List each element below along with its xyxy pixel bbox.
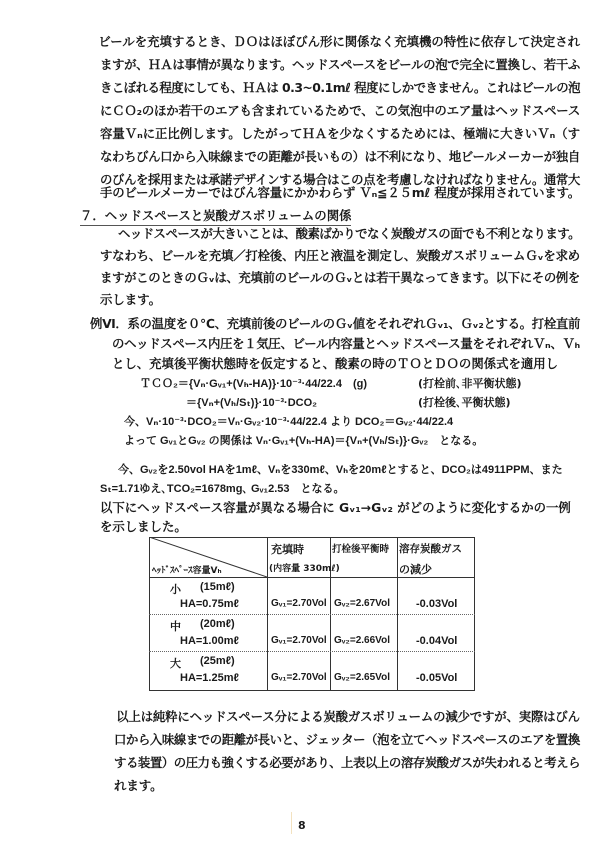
text-line: 容量Ｖₙに正比例します。したがってＨＡを少なくするためには、極端に大きいＶₙ（す — [100, 126, 580, 141]
text-line: ヘッドスペースが大きいことは、酸素ばかりでなく炭酸ガスの面でも不利となります。 — [118, 226, 580, 241]
corner-label: ﾍｯﾄﾞｽﾍﾟｰｽ容量Vₕ — [152, 566, 222, 576]
header-reduction: 溶存炭酸ガス — [399, 543, 462, 555]
scan-mark — [291, 812, 292, 834]
header-fill-sub: (内容量 330mℓ) — [269, 564, 340, 574]
section-heading: ７．ヘッドスペースと炭酸ガスボリュームの関係 — [80, 208, 351, 226]
reduction-value: -0.04Vol — [416, 635, 458, 647]
text-line: ますがこのときのＧᵥは、充填前のビールのＧᵥとは若干異なってきます。以下にその例を — [100, 270, 580, 285]
size-volume: (15mℓ) — [200, 581, 235, 593]
equation-dco2: 今、Vₙ·10⁻³·DCO₂＝Vₙ·Gᵥ₂·10⁻³·44/22.4 より DCO₂＝Gᵥ₂·44/22.4 — [124, 416, 454, 428]
text-line: のヘッドスペース内圧を１気圧、ビール内容量とヘッドスペース量をそれぞれＶₙ、Ｖₕ — [112, 336, 580, 351]
size-label: 大 — [170, 657, 181, 670]
header-equilibrium: 打栓後平衡時 — [332, 544, 390, 555]
text-line: のびんを採用または承諾デザインする場合はこの点を考慮しなければなりません。通常大 — [100, 172, 580, 187]
equation-note: (打栓前､非平衡状態) — [418, 377, 522, 390]
text-line: とし、充填後平衡状態時を仮定すると、酸素の時のＴＯとＤＯの関係式を適用し — [112, 356, 559, 371]
header-divider — [149, 577, 475, 578]
gv1-value: Gᵥ₁=2.70Vol — [271, 598, 327, 609]
text-line: にＣＯ₂のほか若干のエアも含まれているためで、この気泡中のエア量はヘッドスペース — [100, 103, 581, 118]
gv2-value: Gᵥ₂=2.66Vol — [334, 635, 390, 646]
equation-relation: よって Gᵥ₁とGᵥ₂ の関係は Vₙ·Gᵥ₁+(Vₕ-HA)＝{Vₙ+(Vₕ/Sₜ)}·Gᵥ₂ となる。 — [124, 435, 484, 447]
size-volume: (25mℓ) — [200, 655, 235, 667]
row-divider — [149, 614, 475, 615]
gv2-value: Gᵥ₂=2.67Vol — [334, 598, 390, 609]
size-label: 中 — [170, 620, 181, 633]
page-number: 8 — [298, 819, 306, 832]
row-divider — [149, 651, 475, 652]
text-line: なわちびん口から入味線までの距離が長いもの）は不利になり、地ビールメーカーが独自 — [100, 149, 580, 164]
text-line: 手のビールメーカーではびん容量にかかわらず Ｖₙ≦２５mℓ 程度が採用されています。 — [100, 185, 580, 200]
equation-note: (打栓後､平衡状態) — [418, 396, 511, 409]
text-line: 以下にヘッドスペース容量が異なる場合に Gᵥ₁→Gᵥ₂ がどのように変化するかの一例 — [100, 500, 571, 515]
header-reduction-sub: の減少 — [399, 563, 432, 576]
reduction-value: -0.05Vol — [416, 672, 458, 684]
text-line: を示しました。 — [100, 519, 187, 534]
text-line: する装置）の圧力も強くする必要があり、上表以上の溶存炭酸ガスが失われると考えら — [114, 755, 581, 770]
gv1-value: Gᵥ₁=2.70Vol — [271, 635, 327, 646]
text-line: Sₜ=1.71ゆえ､TCO₂=1678mg､ Gᵥ₁2.53 となる。 — [100, 483, 345, 495]
size-volume: (20mℓ) — [200, 618, 235, 630]
text-line: 今、Gᵥ₂を2.50vol HAを1mℓ、Vₙを330mℓ、Vₕを20mℓとすると、DCO₂は4911PPM、また — [118, 464, 563, 476]
text-line: すなわち、ビールを充填／打栓後、内圧と液温を測定し、炭酸ガスボリュームＧᵥを求め — [100, 248, 580, 263]
text-line: 示します。 — [100, 292, 161, 307]
text-line: ビールを充填するとき、ＤＯはほぼびん形に関係なく充填機の特性に依存して決定され — [86, 34, 580, 49]
text-line: 例Ⅵ．系の温度を０℃、充填前後のビールのＧᵥ値をそれぞれＧᵥ₁、Ｇᵥ₂とする。打栓直前 — [90, 316, 581, 331]
text-line: 以上は純粋にヘッドスペース分による炭酸ガスボリュームの減少ですが、実際はびん — [104, 709, 580, 724]
equation-tco2-equilibrium: ＝{Vₙ+(Vₕ/Sₜ)}·10⁻³·DCO₂ — [186, 397, 318, 409]
header-fill: 充填時 — [271, 543, 304, 556]
text-line: きこぼれる程度にしても、ＨＡは 0.3~0.1mℓ 程度にしかできません。これはビールの泡 — [100, 80, 580, 95]
ha-value: HA=1.00mℓ — [180, 635, 239, 647]
ha-value: HA=0.75mℓ — [180, 598, 239, 610]
ha-value: HA=1.25mℓ — [180, 672, 239, 684]
text-line: 口から入味線までの距離が長いと、ジェッター（泡を立てヘッドスペースのエアを置換 — [114, 732, 580, 747]
gv2-value: Gᵥ₂=2.65Vol — [334, 672, 390, 683]
reduction-value: -0.03Vol — [416, 598, 458, 610]
size-label: 小 — [170, 583, 181, 596]
gv1-value: Gᵥ₁=2.70Vol — [271, 672, 327, 683]
text-line: ますが、ＨＡは事情が異なります。ヘッドスペースをビールの泡で完全に置換し、若干ふ — [100, 57, 580, 72]
equation-tco2: ＴＣＯ₂＝{Vₙ·Gᵥ₁+(Vₕ-HA)}·10⁻³·44/22.4 (g) — [140, 378, 367, 390]
text-line: れます。 — [114, 778, 163, 793]
